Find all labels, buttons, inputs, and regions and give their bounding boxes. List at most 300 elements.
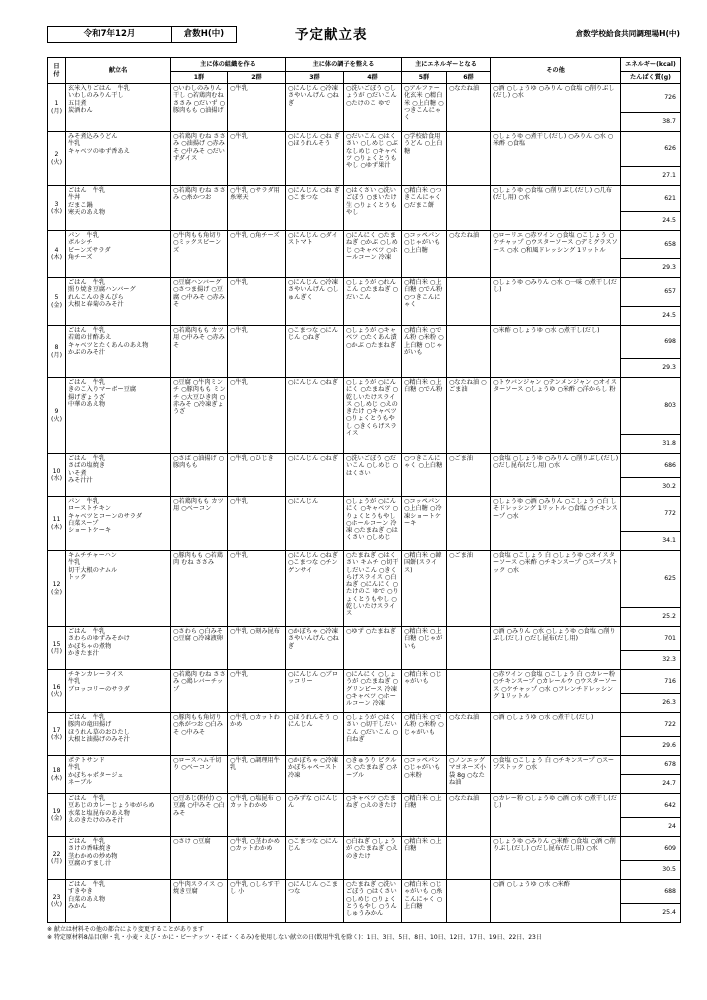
ingredient-cell-other — [491, 497, 621, 551]
weekday: (木) — [50, 523, 62, 531]
energy-kcal: 658 — [621, 231, 681, 259]
ingredient-cell-other — [491, 551, 621, 627]
day-date — [48, 670, 66, 713]
ingredient-list: ○若鶏肉もも カツ用 ○中みそ ○赤みそ — [173, 327, 225, 349]
ingredient-list: ○精白米 ○でん粉 ○米粉 ○上白糖 ○じゃがいも — [404, 327, 444, 356]
day-date — [48, 551, 66, 627]
ingredient-cell-g1 — [171, 84, 228, 132]
day-row — [48, 794, 681, 818]
ingredient-list: ○牛肉スライス ○焼き豆腐 — [173, 881, 223, 896]
ingredient-list: ○ノンエッグマヨネーズ小袋 8g ○なたね油 — [449, 757, 486, 786]
ingredient-cell-other — [491, 756, 621, 794]
ingredient-list: ○酒 ○みりん ○水 ○しょうゆ ○食塩 ○削りぶし(だし) ○だし昆布(だし用) — [493, 628, 616, 643]
ingredient-list: ○牛乳 ○ひじき — [230, 455, 274, 462]
ingredient-list: ○はくさい ○洗いごぼう ○まいたけ 生 ○りょくとうもやし — [346, 187, 399, 216]
ingredient-list: ○牛乳 ○茎わかめ ○カットわかめ — [230, 838, 282, 853]
menu-name: ごはん 牛乳 さけの香味焼き 茎わかめの炒め物 豆腐のすまし汁 — [68, 838, 118, 867]
ingredient-cell-g2 — [228, 880, 286, 923]
ingredient-cell-g1 — [171, 670, 228, 713]
menu-name-cell — [66, 880, 171, 923]
ingredient-cell-g4 — [344, 326, 402, 378]
ingredient-list: ○牛乳 — [230, 133, 248, 140]
ingredient-list — [447, 627, 490, 628]
note-line: ※ 献立は材料その他の都合により変更することがあります — [47, 926, 204, 933]
ingredient-list: ○精白米 ○上白糖 ○でん粉 — [404, 379, 443, 394]
ingredient-cell-g5 — [402, 756, 447, 794]
ingredient-list: ○豆腐ハンバーグ ○さつま揚げ ○豆腐 ○中みそ ○赤みそ — [173, 279, 225, 308]
ingredient-list: ○こまつな ○にんじん ○ねぎ — [288, 327, 338, 342]
protein-g: 24.5 — [621, 212, 681, 231]
date-number: 8 — [54, 344, 59, 352]
ingredient-cell-g3 — [286, 837, 344, 880]
ingredient-list: ○しょうが ○はくさい ○切干しだいこん ○だいこん ○白ねぎ — [346, 714, 398, 743]
ingredient-cell-g1 — [171, 186, 228, 231]
col-menu-name: 献立名 — [66, 58, 171, 84]
ingredient-list: ○しょうが ○にんにく ○キャベツ ○りょくとうもやし ○ホールコーン 冷凍 ○たまねぎ ○はくさい ○しめじ — [346, 498, 398, 542]
menu-name-cell — [66, 326, 171, 378]
ingredient-cell-g2 — [228, 627, 286, 670]
day-row — [48, 551, 681, 608]
ingredient-cell-g2 — [228, 837, 286, 880]
ingredient-cell-g3 — [286, 880, 344, 923]
ingredient-list: ○キャベツ ○たまねぎ ○えのきたけ — [346, 795, 397, 810]
date-number: 18 — [52, 767, 61, 775]
day-row — [48, 497, 681, 532]
ingredient-cell-g2 — [228, 326, 286, 378]
menu-name-cell — [66, 670, 171, 713]
day-row — [48, 278, 681, 307]
ingredient-list: ○牛乳 ○サラダ用糸寒天 — [230, 187, 280, 202]
ingredient-list: ○なたね油 — [449, 85, 480, 92]
weekday: (月) — [50, 648, 62, 655]
day-row — [48, 454, 681, 478]
ingredient-list: ○若鶏肉 むね ささみ ○鶏レバーチップ — [173, 671, 226, 693]
ingredient-cell-g5 — [402, 186, 447, 231]
ingredient-cell-g4 — [344, 670, 402, 713]
ingredient-list: ○ごま油 — [449, 455, 473, 462]
ingredient-list — [447, 670, 490, 671]
ingredient-cell-g5 — [402, 497, 447, 551]
ingredient-list: ○かぼちゃ ○冷凍さやいんげん ○ねぎ — [288, 628, 339, 650]
weekday: (月) — [50, 107, 62, 115]
ingredient-cell-g3 — [286, 278, 344, 326]
weekday: (水) — [50, 208, 62, 215]
ingredient-cell-other — [491, 231, 621, 278]
ingredient-list: ○にんじん ○冷凍さやいんげん ○ねぎ — [288, 85, 339, 107]
day-date — [48, 186, 66, 231]
weekday: (金) — [50, 815, 62, 822]
ingredient-list: ○にんじん ○ダイストマト — [288, 232, 338, 247]
ingredient-cell-g6 — [447, 497, 491, 551]
date-number: 15 — [52, 640, 61, 648]
day-date — [48, 378, 66, 454]
ingredient-cell-g1 — [171, 454, 228, 497]
ingredient-list: ○にんじん ○ねぎ ○こまつな ○チンゲンサイ — [288, 552, 340, 574]
era-box: 令和7年12月 — [47, 26, 172, 43]
ingredient-cell-g6 — [447, 713, 491, 756]
ingredient-list: ○なたね油 ○ごま油 — [449, 379, 487, 394]
ingredient-cell-g4 — [344, 278, 402, 326]
menu-name: ごはん 牛乳 さばの塩焼き いそ煮 みそ汁汁 — [68, 455, 106, 484]
ingredient-cell-other — [491, 278, 621, 326]
ingredient-list: ○たまねぎ ○洗いごぼう ○はくさい ○しめじ ○りょくとうもやし ○うんしゅうみかん — [346, 881, 399, 918]
ingredient-list — [447, 326, 490, 327]
menu-name-cell — [66, 627, 171, 670]
protein-g: 24 — [621, 818, 681, 837]
ingredient-cell-g2 — [228, 454, 286, 497]
ingredient-list: ○牛乳 — [230, 327, 248, 334]
date-number: 11 — [52, 516, 61, 524]
ingredient-list: ○コッペパン ○じゃがいも ○米粉 — [404, 757, 443, 779]
ingredient-list: ○若鶏肉 むね ささみ ○油揚げ ○赤みそ ○中みそ ○だいずダイス — [173, 133, 226, 162]
weekday: (火) — [50, 158, 62, 166]
ingredient-cell-g5 — [402, 880, 447, 923]
menu-name: ごはん 牛乳 牛丼 だまこ鍋 寒天のあえ物 — [68, 187, 106, 216]
day-date — [48, 756, 66, 794]
ingredient-cell-g3 — [286, 551, 344, 627]
ingredient-list — [447, 278, 490, 279]
header — [47, 26, 680, 43]
energy-kcal: 726 — [621, 84, 681, 113]
ingredient-list: ○コッペパン ○じゃがいも ○上白糖 — [404, 232, 443, 254]
ingredient-list: ○さけ ○豆腐 — [173, 838, 211, 845]
weekday: (月) — [50, 858, 62, 865]
ingredient-cell-g1 — [171, 837, 228, 880]
weekday: (木) — [50, 774, 62, 782]
ingredient-cell-g6 — [447, 454, 491, 497]
ingredient-cell-g5 — [402, 378, 447, 454]
protein-g: 31.8 — [621, 435, 681, 454]
ingredient-list: ○精白米 ○上白糖 — [404, 795, 442, 810]
menu-name-cell — [66, 278, 171, 326]
ingredient-cell-g1 — [171, 794, 228, 837]
col-g5: 5群 — [402, 72, 447, 84]
ingredient-cell-g6 — [447, 231, 491, 278]
energy-kcal: 626 — [621, 132, 681, 167]
day-row — [48, 670, 681, 694]
ingredient-list: ○牛乳 — [230, 279, 248, 286]
day-date — [48, 713, 66, 756]
protein-g: 24.7 — [621, 775, 681, 794]
ingredient-list: ○精白米 ○じゃがいも — [404, 671, 442, 686]
ingredient-list: ○牛乳 — [230, 498, 248, 505]
date-number: 1 — [54, 100, 59, 108]
ingredient-list: ○さば ○油揚げ ○豚肉もも — [173, 455, 225, 470]
ingredient-cell-g6 — [447, 670, 491, 713]
ingredient-cell-g3 — [286, 132, 344, 186]
ingredient-cell-g5 — [402, 84, 447, 132]
ingredient-list: ○こまつな ○にんじん — [288, 838, 338, 853]
school-box: 倉数H(中) — [171, 26, 237, 43]
ingredient-cell-g3 — [286, 670, 344, 713]
day-row — [48, 627, 681, 651]
ingredient-list: ○精白米 ○韓国餅(スライス) — [404, 552, 442, 574]
ingredient-cell-g6 — [447, 756, 491, 794]
ingredient-cell-g4 — [344, 454, 402, 497]
ingredient-list: ○しょうゆ ○みりん ○米酢 ○食塩 ○酒 ○削りぶし(だし) ○だし昆布(だし用) ○水 — [493, 838, 616, 853]
ingredient-cell-g4 — [344, 880, 402, 923]
day-row — [48, 231, 681, 259]
ingredient-list: ○赤ワイン ○食塩 ○こしょう 白 ○カレー粉 ○チキンスープ ○カレールウ ○ウスターソース ○ケチャップ ○水 ○フレンチドレッシング 1リットル — [493, 671, 618, 700]
menu-name: ごはん 牛乳 豆あじのカレーじょうゆがらめ 水菜と塩昆布のあえ物 えのきたけのみそ汁 — [68, 795, 155, 824]
day-date — [48, 326, 66, 378]
ingredient-list: ○にんじん — [288, 498, 319, 505]
ingredient-cell-g3 — [286, 497, 344, 551]
menu-name-cell — [66, 454, 171, 497]
ingredient-cell-other — [491, 378, 621, 454]
day-date — [48, 497, 66, 551]
ingredient-list: ○なたね油 — [449, 795, 480, 802]
ingredient-cell-g4 — [344, 231, 402, 278]
ingredient-list: ○牛乳 — [230, 671, 248, 678]
ingredient-list: ○トウバンジャン ○テンメンジャン ○オイスターソース ○しょうゆ ○米酢 ○洋からし 粉 — [493, 379, 617, 394]
ingredient-cell-g6 — [447, 186, 491, 231]
protein-g: 29.3 — [621, 259, 681, 278]
ingredient-list: ○洗いごぼう ○しょうが ○だいこん ○たけのこ ゆで — [346, 85, 399, 107]
ingredient-cell-g5 — [402, 627, 447, 670]
notes — [47, 926, 680, 942]
ingredient-list: ○しょうが ○キャベツ ○たくあん漬 ○かぶ ○たまねぎ — [346, 327, 399, 349]
menu-name: ごはん 牛乳 きのこ入りマーボー豆腐 揚げぎょうざ 中華のあえ物 — [68, 379, 137, 408]
note-line: ※ 特定原材料8品目(卵・乳・小麦・えび・かに・ピーナッツ・そば・くるみ)を使用しない献立の日(飲用牛乳を除く)：1日、3日、5日、8日、10日、12日、17日、19日、22日、23日 — [47, 934, 542, 941]
ingredient-cell-g6 — [447, 551, 491, 627]
menu-name-cell — [66, 497, 171, 551]
ingredient-list: ○にんじん ○ね ぎ ○ほうれんそう — [288, 133, 342, 148]
col-g4: 4群 — [344, 72, 402, 84]
weekday: (金) — [50, 301, 62, 309]
day-row — [48, 756, 681, 775]
ingredient-list: ○にんじん ○ねぎ — [288, 379, 338, 386]
day-row — [48, 880, 681, 904]
day-date — [48, 794, 66, 837]
ingredient-cell-g1 — [171, 326, 228, 378]
menu-name-cell — [66, 551, 171, 627]
ingredient-cell-g1 — [171, 231, 228, 278]
ingredient-cell-g2 — [228, 794, 286, 837]
ingredient-list: ○牛乳 — [230, 552, 248, 559]
date-number: 22 — [52, 850, 61, 858]
ingredient-cell-g1 — [171, 756, 228, 794]
ingredient-list: ○若鶏肉 むね ささみ ○糸かつお — [173, 187, 226, 202]
ingredient-list — [447, 837, 490, 838]
ingredient-cell-g2 — [228, 378, 286, 454]
col-g6: 6群 — [447, 72, 491, 84]
ingredient-cell-g1 — [171, 278, 228, 326]
ingredient-cell-g5 — [402, 231, 447, 278]
ingredient-cell-g5 — [402, 713, 447, 756]
ingredient-cell-g6 — [447, 378, 491, 454]
ingredient-cell-g4 — [344, 84, 402, 132]
ingredient-list: ○牛乳 — [230, 85, 248, 92]
day-row — [48, 378, 681, 435]
ingredient-cell-other — [491, 186, 621, 231]
ingredient-cell-g1 — [171, 713, 228, 756]
ingredient-cell-g1 — [171, 132, 228, 186]
ingredient-list: ○洗いごぼう ○だいこん ○しめじ ○はくさい — [346, 455, 398, 477]
date-number: 17 — [52, 726, 61, 734]
ingredient-cell-other — [491, 454, 621, 497]
ingredient-cell-g2 — [228, 186, 286, 231]
ingredient-cell-g2 — [228, 497, 286, 551]
ingredient-cell-g3 — [286, 326, 344, 378]
menu-name: みそ煮込みうどん 牛乳 キャベツのゆず香あえ — [68, 133, 130, 155]
ingredient-cell-g4 — [344, 497, 402, 551]
ingredient-list: ○精白米 ○つきこんにゃく ○だまこ餅 — [404, 187, 443, 209]
ingredient-list: ○豆あじ(粉付) ○豆腐 ○中みそ ○白みそ — [173, 795, 225, 817]
protein-g: 34.1 — [621, 532, 681, 551]
ingredient-cell-g3 — [286, 84, 344, 132]
day-date — [48, 880, 66, 923]
ingredient-cell-g5 — [402, 278, 447, 326]
ingredient-cell-other — [491, 880, 621, 923]
ingredient-list: ○牛乳 ○刻み昆布 — [230, 628, 280, 635]
center-name: 倉数学校給食共同調理場H(中) — [575, 29, 680, 38]
ingredient-list: ○ごま油 — [449, 552, 473, 559]
ingredient-list: ○なたね油 — [449, 232, 480, 239]
menu-name-cell — [66, 756, 171, 794]
ingredient-cell-g5 — [402, 837, 447, 880]
ingredient-cell-g3 — [286, 454, 344, 497]
menu-name-cell — [66, 186, 171, 231]
ingredient-cell-g6 — [447, 627, 491, 670]
day-date — [48, 231, 66, 278]
ingredient-cell-g1 — [171, 627, 228, 670]
ingredient-cell-g4 — [344, 756, 402, 794]
menu-name-cell — [66, 378, 171, 454]
day-date — [48, 132, 66, 186]
col-energy: エネルギー(kcal) — [621, 58, 681, 72]
ingredient-list: ○にんじん ○ねぎ — [288, 455, 338, 462]
protein-g: 27.1 — [621, 167, 681, 186]
ingredient-cell-g4 — [344, 837, 402, 880]
menu-name: ごはん 牛乳 若鶏の甘酢あえ キャベツとたくあんのあえ物 かぶのみそ汁 — [68, 327, 149, 356]
weekday: (金) — [50, 588, 62, 596]
ingredient-cell-g3 — [286, 794, 344, 837]
ingredient-cell-g6 — [447, 326, 491, 378]
menu-sheet — [47, 26, 680, 942]
day-row — [48, 713, 681, 737]
ingredient-cell-g3 — [286, 713, 344, 756]
ingredient-list: ○かぼちゃ ○冷凍かぼちゃペースト 冷凍 — [288, 757, 340, 779]
ingredient-cell-other — [491, 713, 621, 756]
ingredient-list: ○にんじん ○こまつな — [288, 881, 338, 896]
ingredient-cell-g1 — [171, 497, 228, 551]
protein-g: 29.6 — [621, 737, 681, 756]
ingredient-list: ○食塩 ○こしょう 白 ○しょうゆ ○オイスターソース ○米酢 ○チキンスープ ○スープストック ○水 — [493, 552, 618, 574]
ingredient-list: ○きゅうり ピクルス ○たまねぎ ○ネーブル — [346, 757, 398, 779]
ingredient-list: ○にんにく ○たまねぎ ○かぶ ○しめじ ○キャベツ ○ホールコーン 冷凍 — [346, 232, 398, 261]
col-day: 日 付 — [48, 58, 66, 84]
ingredient-cell-g2 — [228, 670, 286, 713]
ingredient-cell-g3 — [286, 378, 344, 454]
energy-kcal: 688 — [621, 880, 681, 904]
energy-kcal: 642 — [621, 794, 681, 818]
ingredient-cell-other — [491, 326, 621, 378]
ingredient-cell-g6 — [447, 837, 491, 880]
ingredient-cell-g5 — [402, 794, 447, 837]
day-date — [48, 837, 66, 880]
day-row — [48, 186, 681, 212]
ingredient-list: ○牛乳 ○調理用牛乳 — [230, 757, 280, 772]
ingredient-list: ○精白米 ○上白糖 — [404, 838, 442, 853]
ingredient-cell-g4 — [344, 186, 402, 231]
date-number: 12 — [52, 581, 61, 589]
energy-kcal: 772 — [621, 497, 681, 532]
menu-name: ごはん 牛乳 照り焼き豆腐ハンバーグ れんこんのきんぴら 大根と春菊のみそ汁 — [68, 279, 136, 308]
weekday: (火) — [50, 415, 62, 423]
ingredient-cell-g2 — [228, 231, 286, 278]
menu-name: パン 牛乳 ローストチキン キャベツとコーンのサラダ 白菜スープ ショートケーキ — [68, 498, 143, 535]
day-date — [48, 84, 66, 132]
ingredient-cell-g2 — [228, 132, 286, 186]
menu-name: ごはん 牛乳 さわらのゆずみそかけ かぼちゃの煮物 かきたま汁 — [68, 628, 130, 657]
ingredient-cell-g4 — [344, 627, 402, 670]
energy-kcal: 678 — [621, 756, 681, 775]
ingredient-list: ○みずな ○にんじん — [288, 795, 338, 810]
protein-g: 25.4 — [621, 904, 681, 923]
ingredient-list: ○にんにく ○しょうが ○たまねぎ ○グリンピース 冷凍 ○キャベツ ○ホールコーン 冷凍 — [346, 671, 399, 708]
ingredient-list: ○食塩 ○こしょう 白 ○チキンスープ ○スープストック ○水 — [493, 757, 615, 772]
menu-name-cell — [66, 713, 171, 756]
energy-kcal: 609 — [621, 837, 681, 861]
date-number: 19 — [52, 807, 61, 815]
ingredient-cell-g6 — [447, 278, 491, 326]
col-group-energy: 主にエネルギーとなる — [402, 58, 491, 72]
ingredient-cell-g2 — [228, 551, 286, 627]
ingredient-list: ○若鶏肉もも カツ用 ○ベーコン — [173, 498, 224, 513]
ingredient-cell-g3 — [286, 756, 344, 794]
ingredient-list: ○しょうゆ ○煮干し(だし) ○みりん ○水 ○米酢 ○食塩 — [493, 133, 614, 148]
ingredient-cell-g1 — [171, 378, 228, 454]
menu-name-cell — [66, 837, 171, 880]
menu-name: ごはん 牛乳 すきやき 白菜のあえ物 みかん — [68, 881, 106, 910]
ingredient-list: ○牛乳 ○しらす干し 小 — [230, 881, 280, 896]
ingredient-cell-other — [491, 132, 621, 186]
energy-kcal: 686 — [621, 454, 681, 478]
ingredient-list: ○食塩 ○しょうゆ ○みりん ○削りぶし(だし) ○だし昆布(だし用) ○水 — [493, 455, 621, 470]
date-number: 4 — [54, 246, 59, 254]
day-date — [48, 454, 66, 497]
ingredient-cell-g2 — [228, 756, 286, 794]
protein-g: 30.5 — [621, 861, 681, 880]
ingredient-cell-other — [491, 627, 621, 670]
ingredient-list: ○にんじん ○冷凍さやいんげん ○しゅんぎく — [288, 279, 339, 301]
col-g1: 1群 — [171, 72, 228, 84]
ingredient-list: ○つきこんにゃく ○上白糖 — [404, 455, 443, 470]
protein-g: 30.2 — [621, 478, 681, 497]
ingredient-list: ○だいこん ○はくさい ○しめじ ○ぶなしめじ ○キャベツ ○りょくとうもやし ○ゆず果汁 — [346, 133, 398, 170]
date-number: 23 — [52, 893, 61, 901]
ingredient-list: ○豚肉もも角切り ○糸がつお ○白みそ ○中みそ — [173, 714, 224, 736]
date-number: 10 — [52, 467, 61, 475]
ingredient-cell-g3 — [286, 231, 344, 278]
weekday: (水) — [50, 475, 62, 482]
energy-kcal: 698 — [621, 326, 681, 359]
weekday: (月) — [50, 351, 62, 359]
menu-body — [48, 84, 681, 923]
menu-name-cell — [66, 794, 171, 837]
menu-name: チキンカレーライス 牛乳 ブロッコリーのサラダ — [68, 671, 130, 693]
ingredient-list: ○なたね油 — [449, 714, 480, 721]
ingredient-cell-g2 — [228, 713, 286, 756]
ingredient-list: ○しょうが ○れんこん ○たまねぎ ○だいこん — [346, 279, 398, 301]
energy-kcal: 716 — [621, 670, 681, 694]
ingredient-cell-g4 — [344, 551, 402, 627]
menu-name: 玄米入りごはん 牛乳 いわしのみりん干し 五目煮 炭酒わん — [68, 85, 130, 114]
ingredient-cell-other — [491, 670, 621, 713]
ingredient-list: ○米酢 ○しょうゆ ○水 ○煮干し(だし) — [493, 327, 600, 334]
ingredient-list: ○酒 ○しょうゆ ○みりん ○食塩 ○削りぶし(だし) ○水 — [493, 85, 615, 100]
